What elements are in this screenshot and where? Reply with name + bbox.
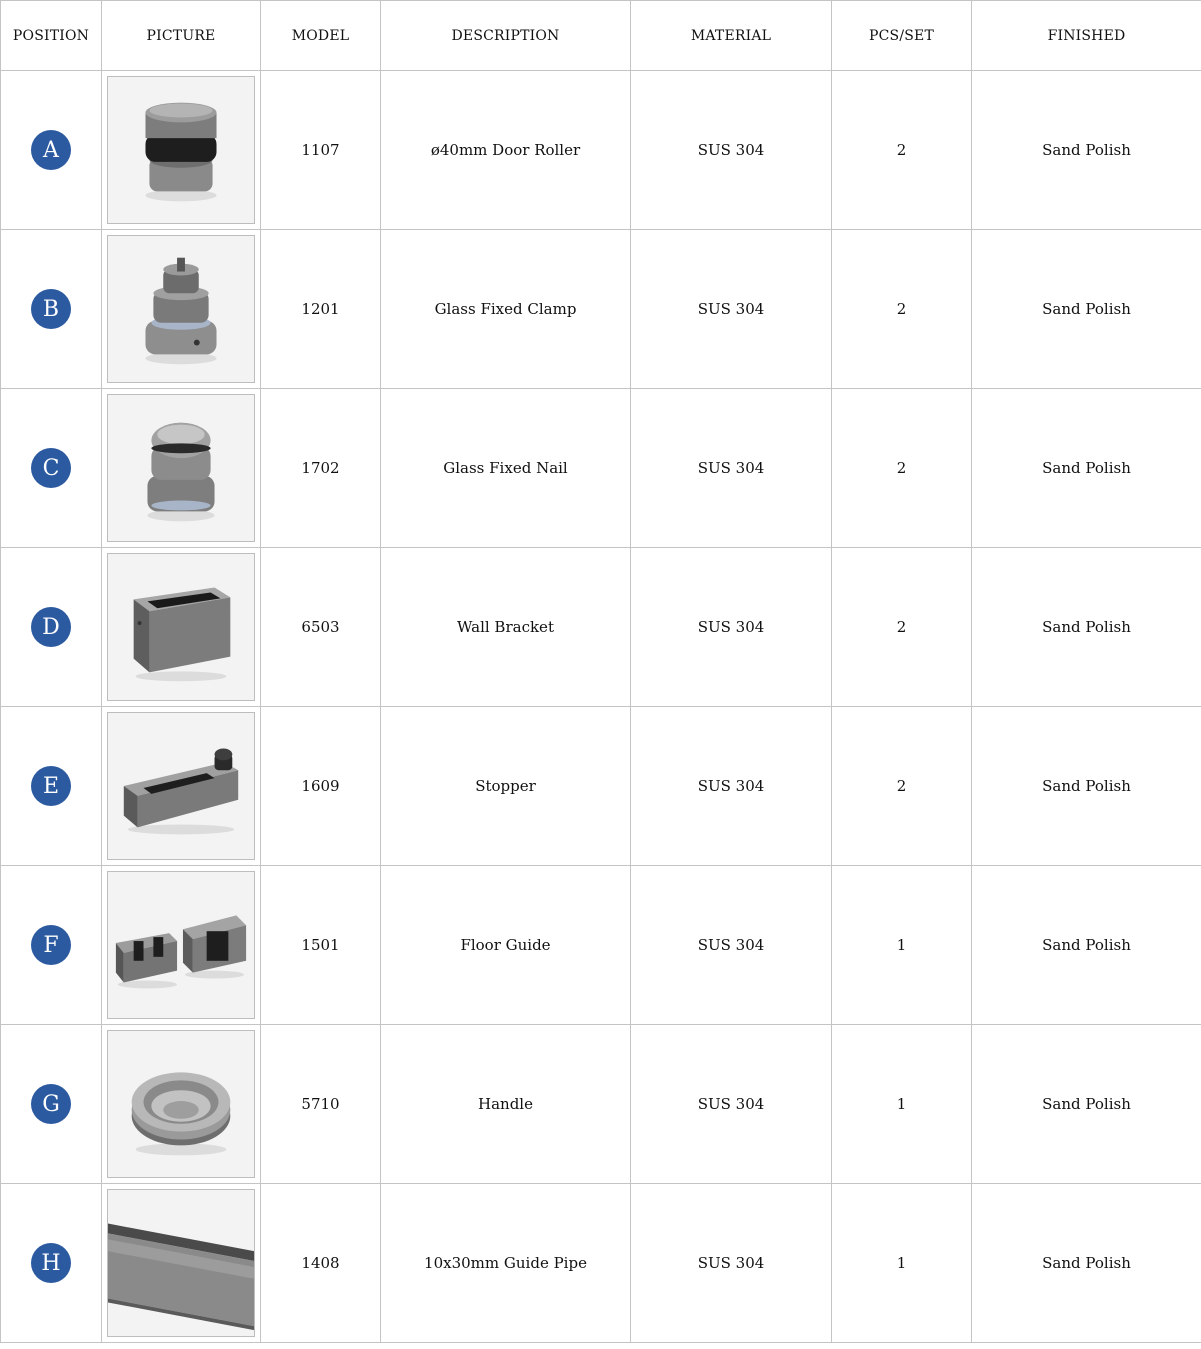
material-cell: SUS 304 <box>631 1025 832 1184</box>
position-badge: E <box>31 766 71 806</box>
position-cell <box>1 1184 102 1343</box>
stopper-icon <box>108 713 254 859</box>
description-cell: Wall Bracket <box>381 548 631 707</box>
description-cell: Handle <box>381 1025 631 1184</box>
position-badge: F <box>31 925 71 965</box>
product-picture <box>107 394 255 542</box>
picture-cell <box>102 71 261 230</box>
description-cell: Glass Fixed Nail <box>381 389 631 548</box>
product-picture <box>107 235 255 383</box>
picture-cell <box>102 230 261 389</box>
finished-cell: Sand Polish <box>972 1184 1201 1343</box>
picture-cell <box>102 1184 261 1343</box>
model-cell: 1609 <box>261 707 381 866</box>
product-picture <box>107 76 255 224</box>
position-cell <box>1 707 102 866</box>
material-cell: SUS 304 <box>631 548 832 707</box>
model-cell: 5710 <box>261 1025 381 1184</box>
finished-cell: Sand Polish <box>972 548 1201 707</box>
finished-cell: Sand Polish <box>972 707 1201 866</box>
finished-cell: Sand Polish <box>972 230 1201 389</box>
header-position: POSITION <box>1 1 102 71</box>
position-cell <box>1 1025 102 1184</box>
pcs-cell: 1 <box>832 1184 972 1343</box>
pcs-cell: 2 <box>832 548 972 707</box>
product-picture <box>107 1189 255 1337</box>
product-picture <box>107 553 255 701</box>
guide-pipe-icon <box>108 1190 254 1336</box>
table-row <box>1 707 1201 866</box>
material-cell: SUS 304 <box>631 230 832 389</box>
pcs-cell: 2 <box>832 71 972 230</box>
table-row <box>1 1184 1201 1343</box>
description-cell: ø40mm Door Roller <box>381 71 631 230</box>
table-row <box>1 71 1201 230</box>
material-cell: SUS 304 <box>631 71 832 230</box>
model-cell: 1702 <box>261 389 381 548</box>
product-picture <box>107 1030 255 1178</box>
pcs-cell: 2 <box>832 389 972 548</box>
table-row <box>1 389 1201 548</box>
model-cell: 6503 <box>261 548 381 707</box>
description-cell: 10x30mm Guide Pipe <box>381 1184 631 1343</box>
glass-fixed-nail-icon <box>108 395 254 541</box>
handle-icon <box>108 1031 254 1177</box>
finished-cell: Sand Polish <box>972 1025 1201 1184</box>
product-picture <box>107 871 255 1019</box>
header-pcs-set: PCS/SET <box>832 1 972 71</box>
picture-cell <box>102 707 261 866</box>
position-badge: G <box>31 1084 71 1124</box>
model-cell: 1107 <box>261 71 381 230</box>
position-badge: H <box>31 1243 71 1283</box>
pcs-cell: 1 <box>832 1025 972 1184</box>
position-badge: C <box>31 448 71 488</box>
position-cell <box>1 389 102 548</box>
material-cell: SUS 304 <box>631 707 832 866</box>
material-cell: SUS 304 <box>631 866 832 1025</box>
floor-guide-icon <box>108 872 254 1018</box>
picture-cell <box>102 1025 261 1184</box>
header-material: MATERIAL <box>631 1 832 71</box>
table-row <box>1 1025 1201 1184</box>
pcs-cell: 2 <box>832 707 972 866</box>
table-row <box>1 230 1201 389</box>
position-cell <box>1 548 102 707</box>
position-cell <box>1 230 102 389</box>
position-badge: A <box>31 130 71 170</box>
product-picture <box>107 712 255 860</box>
position-cell <box>1 866 102 1025</box>
glass-fixed-clamp-icon <box>108 236 254 382</box>
position-cell <box>1 71 102 230</box>
picture-cell <box>102 389 261 548</box>
description-cell: Glass Fixed Clamp <box>381 230 631 389</box>
header-row <box>1 1 1201 71</box>
finished-cell: Sand Polish <box>972 866 1201 1025</box>
description-cell: Stopper <box>381 707 631 866</box>
model-cell: 1408 <box>261 1184 381 1343</box>
pcs-cell: 1 <box>832 866 972 1025</box>
model-cell: 1201 <box>261 230 381 389</box>
header-picture: PICTURE <box>102 1 261 71</box>
material-cell: SUS 304 <box>631 1184 832 1343</box>
description-cell: Floor Guide <box>381 866 631 1025</box>
position-badge: D <box>31 607 71 647</box>
table-row <box>1 548 1201 707</box>
wall-bracket-icon <box>108 554 254 700</box>
finished-cell: Sand Polish <box>972 71 1201 230</box>
header-finished: FINISHED <box>972 1 1201 71</box>
picture-cell <box>102 866 261 1025</box>
finished-cell: Sand Polish <box>972 389 1201 548</box>
door-roller-icon <box>108 77 254 223</box>
table-row <box>1 866 1201 1025</box>
material-cell: SUS 304 <box>631 389 832 548</box>
pcs-cell: 2 <box>832 230 972 389</box>
position-badge: B <box>31 289 71 329</box>
picture-cell <box>102 548 261 707</box>
header-model: MODEL <box>261 1 381 71</box>
header-description: DESCRIPTION <box>381 1 631 71</box>
model-cell: 1501 <box>261 866 381 1025</box>
